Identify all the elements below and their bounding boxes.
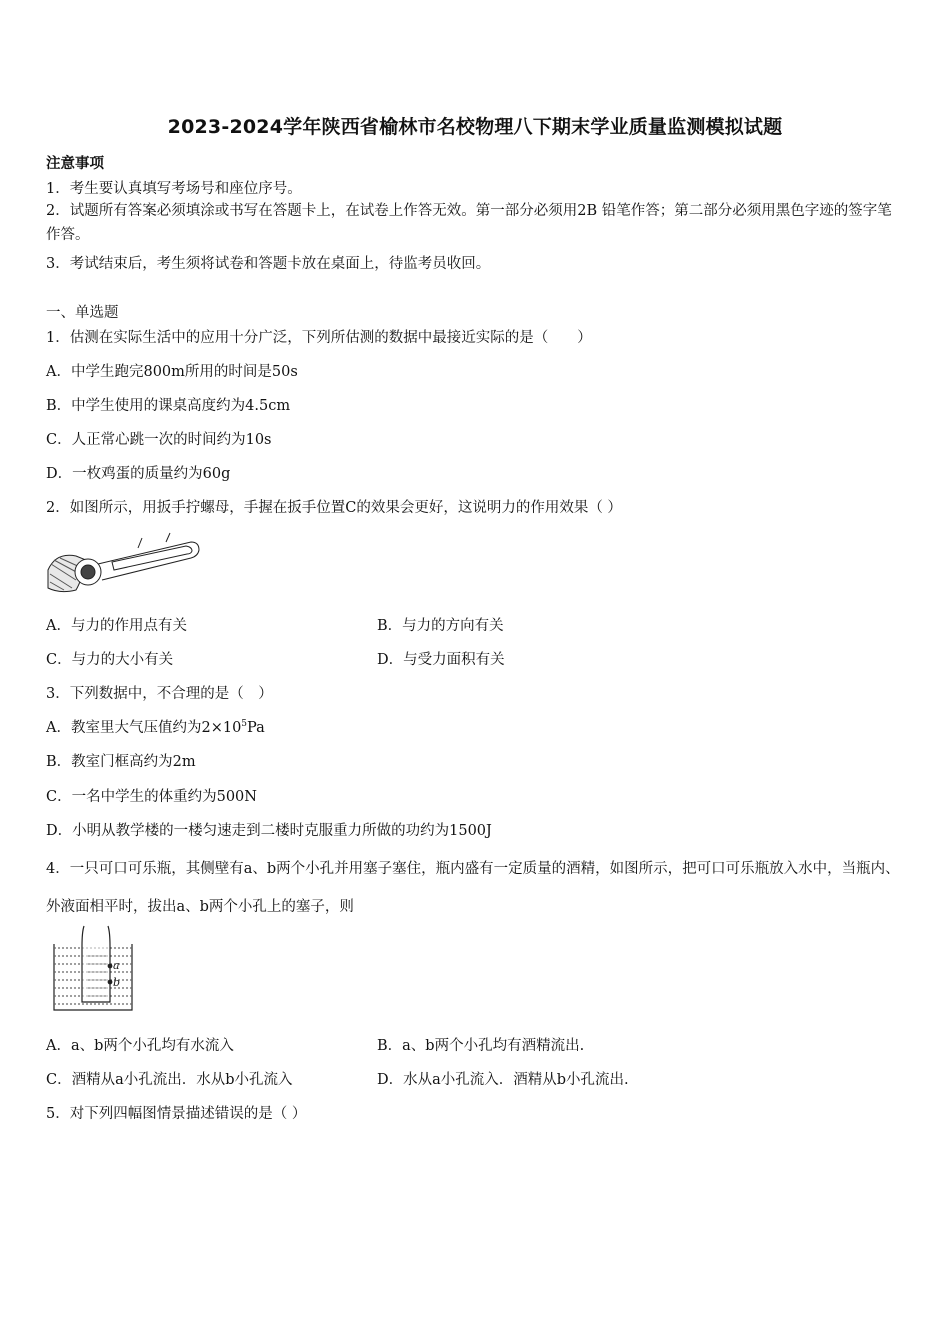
question-2-stem: 2．如图所示，用扳手拧螺母，手握在扳手位置C的效果会更好，这说明力的作用效果（ ） (46, 500, 622, 516)
question-2-option-b: B．与力的方向有关 (377, 618, 504, 634)
question-4-option-d: D．水从a小孔流入．酒精从b小孔流出. (377, 1072, 629, 1088)
bottle-in-water-figure (52, 922, 136, 1014)
question-3-option-a (46, 716, 265, 737)
exponent: 5 (241, 719, 248, 730)
notice-item-2: 2．试题所有答案必须填涂或书写在答题卡上，在试卷上作答无效。第一部分必须用2B 铅笔作答；第二部分必须用黑色字迹的签字笔作答。 (46, 203, 892, 243)
question-3-option-c: C．一名中学生的体重约为500N (46, 789, 257, 805)
question-2-option-c: C．与力的大小有关 (46, 652, 174, 668)
question-4-option-b: B．a、b两个小孔均有酒精流出. (377, 1038, 585, 1054)
question-2-option-d: D．与受力面积有关 (377, 652, 505, 668)
hole-b-label: b (113, 976, 121, 989)
question-3-option-b: B．教室门框高约为2m (46, 754, 196, 770)
question-3-option-a-text: A．教室里大气压值约为2×10 (46, 720, 242, 736)
question-2-option-a: A．与力的作用点有关 (46, 618, 187, 634)
notice-item-1: 1．考生要认真填写考场号和座位序号。 (46, 181, 302, 197)
question-5-stem: 5．对下列四幅图情景描述错误的是（ ） (46, 1106, 307, 1122)
wrench-figure (46, 530, 201, 598)
question-1-option-d: D．一枚鸡蛋的质量约为60g (46, 466, 231, 482)
question-4-option-a: A．a、b两个小孔均有水流入 (46, 1038, 234, 1054)
hole-a-label: a (113, 959, 120, 972)
question-3-option-d: D．小明从教学楼的一楼匀速走到二楼时克服重力所做的功约为1500J (46, 823, 492, 839)
question-3-stem: 3．下列数据中，不合理的是（ ） (46, 686, 273, 702)
question-1-option-a: A．中学生跑完800m所用的时间是50s (46, 364, 298, 380)
question-1-option-b: B．中学生使用的课桌高度约为4.5cm (46, 398, 291, 414)
question-4-stem: 4．一只可口可乐瓶，其侧壁有a、b两个小孔并用塞子塞住，瓶内盛有一定质量的酒精，如图所示，把可口可乐瓶放入水中，当瓶内、外液面相平时，拔出a、b两个小孔上的塞子，则 (46, 861, 900, 915)
unit: Pa (247, 720, 265, 736)
notice-item-3: 3．考试结束后，考生须将试卷和答题卡放在桌面上，待监考员收回。 (46, 256, 491, 272)
page-title: 2023-2024学年陕西省榆林市名校物理八下期末学业质量监测模拟试题 (167, 116, 783, 138)
question-4-option-c: C．酒精从a小孔流出．水从b小孔流入 (46, 1072, 293, 1088)
notice-heading: 注意事项 (46, 155, 104, 172)
section-heading: 一、单选题 (46, 305, 119, 321)
question-1-stem: 1．估测在实际生活中的应用十分广泛，下列所估测的数据中最接近实际的是（ ） (46, 330, 592, 346)
question-1-option-c: C．人正常心跳一次的时间约为10s (46, 432, 272, 448)
